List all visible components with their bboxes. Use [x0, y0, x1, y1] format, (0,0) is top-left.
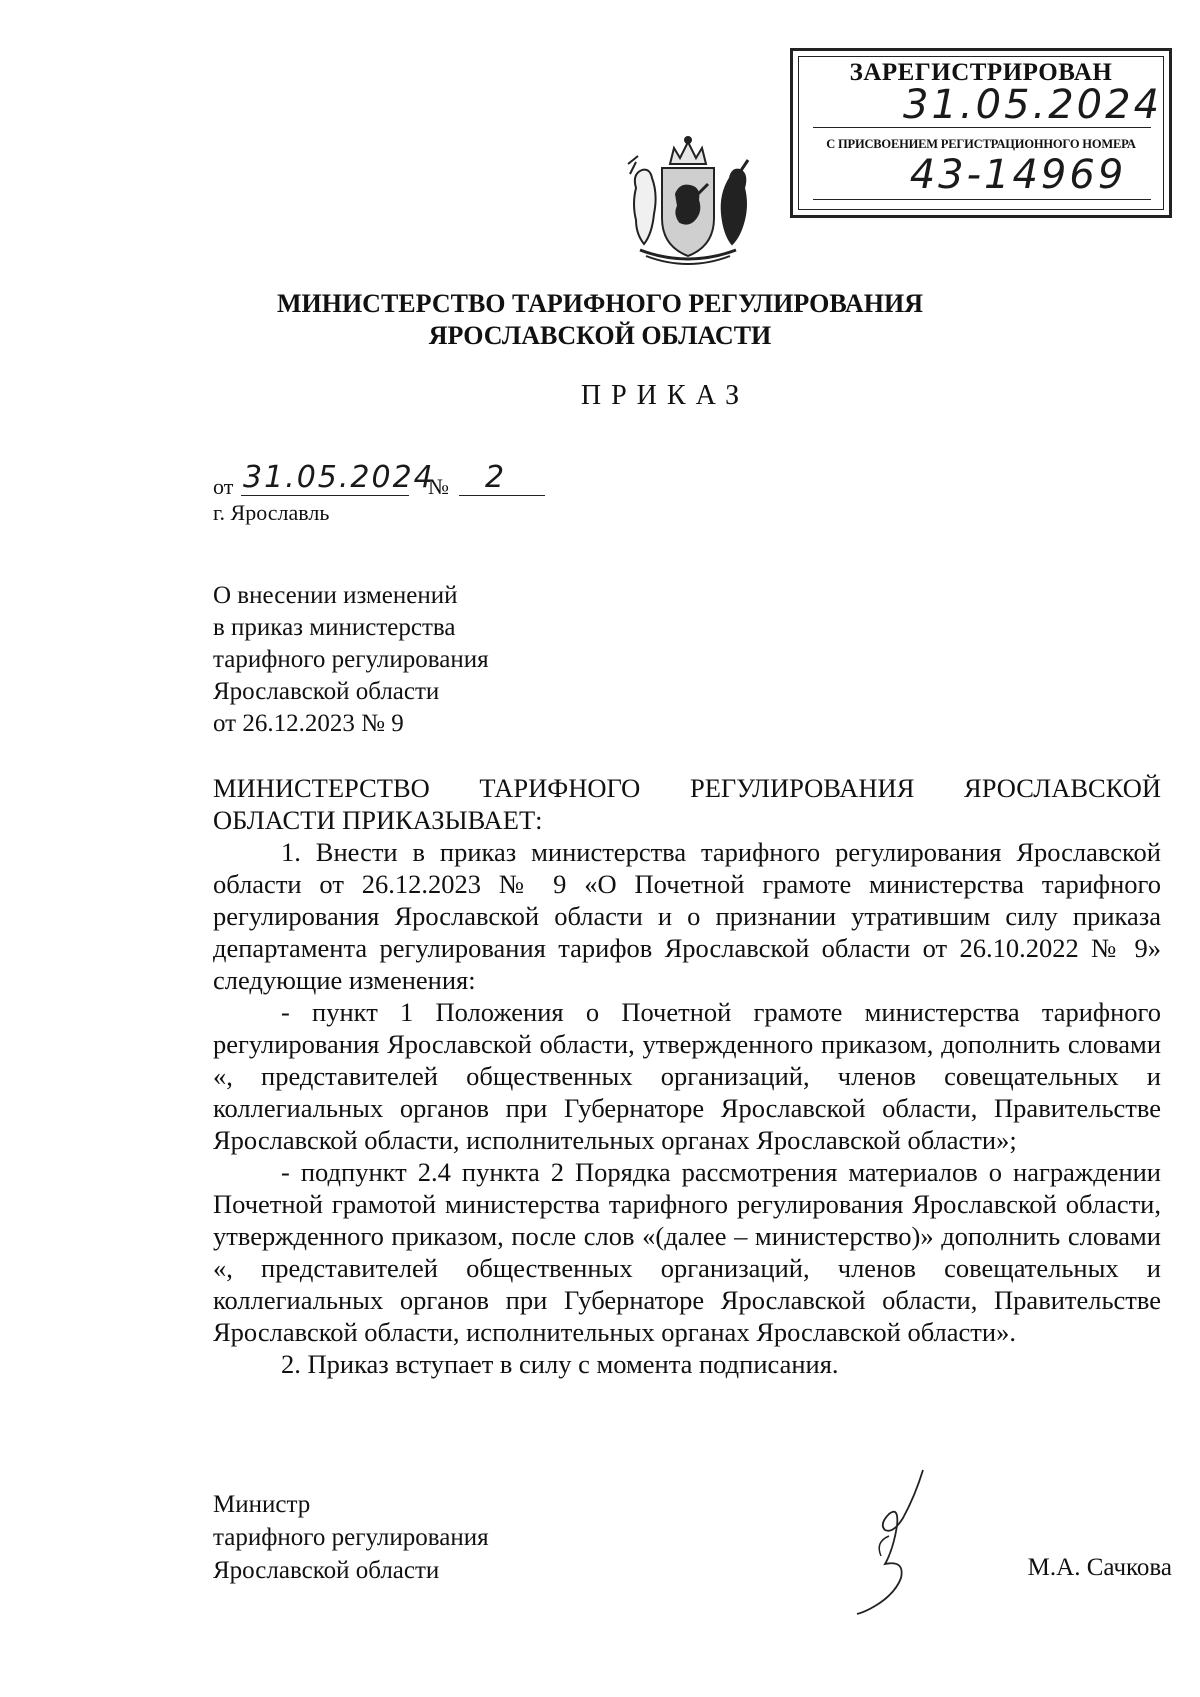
document-type: ПРИКАЗ	[580, 380, 750, 411]
item-1-subitem-b: - подпункт 2.4 пункта 2 Порядка рассмотрения материалов о награждении Почетной грамотой министерства тарифного регулирования Ярославской области, утвержденного приказом, после слов «(далее – министерство)» дополнить словами «, представителей общественных организаций, членов совещательных и коллегиальных органов при Губернаторе Ярославской области, Правительстве Ярославской области, исполнительных органах Ярославской области».	[213, 1157, 1161, 1347]
number-prefix: №	[428, 474, 449, 499]
ministry-heading	[240, 288, 960, 352]
subject-line: от 26.12.2023 № 9	[213, 710, 404, 737]
order-subject	[213, 580, 489, 740]
preamble: МИНИСТЕРСТВО ТАРИФНОГО РЕГУЛИРОВАНИЯ ЯРОСЛАВСКОЙ ОБЛАСТИ ПРИКАЗЫВАЕТ:	[213, 773, 1161, 835]
order-number: 2	[485, 460, 507, 495]
order-date-row	[213, 460, 673, 499]
order-body	[213, 772, 1161, 1380]
stamp-registration-number: 43-14969	[909, 152, 1127, 198]
ministry-line-1: МИНИСТЕРСТВО ТАРИФНОГО РЕГУЛИРОВАНИЯ	[276, 289, 924, 318]
stamp-divider	[813, 127, 1151, 128]
subject-line: тарифного регулирования	[213, 646, 489, 673]
stamp-divider	[813, 199, 1151, 200]
order-date: 31.05.2024	[243, 460, 435, 495]
subject-line: О внесении изменений	[213, 582, 458, 609]
signer-title-line: Министр	[213, 1491, 311, 1518]
item-2: 2. Приказ вступает в силу с момента подписания.	[281, 1349, 839, 1379]
registration-stamp	[790, 48, 1172, 218]
signer-title-line: тарифного регулирования	[213, 1524, 489, 1551]
item-1-subitem-a: - пункт 1 Положения о Почетной грамоте министерства тарифного регулирования Ярославской области, утвержденного приказом, дополнить словами «, представителей общественных организаций, членов совещательных и коллегиальных органов при Губернаторе Ярославской области, Правительстве Ярославской области, исполнительных органах Ярославской области»;	[213, 997, 1161, 1155]
stamp-title: ЗАРЕГИСТРИРОВАН	[849, 59, 1113, 86]
city: г. Ярославль	[213, 500, 330, 525]
handwritten-signature	[845, 1466, 935, 1616]
signer-name: М.А. Сачкова	[1027, 1554, 1172, 1581]
date-prefix: от	[213, 474, 234, 499]
coat-of-arms-icon	[622, 134, 754, 270]
stamp-caption: С ПРИСВОЕНИЕМ РЕГИСТРАЦИОННОГО НОМЕРА	[826, 137, 1136, 151]
item-1: 1. Внести в приказ министерства тарифного регулирования Ярославской области от 26.12.2023 № 9 «О Почетной грамоте министерства тарифного регулирования Ярославской области и о признании утратившим силу приказа департамента регулирования тарифов Ярославской области от 26.10.2022 № 9» следующие изменения:	[213, 837, 1161, 995]
number-underline	[459, 495, 545, 496]
ministry-line-2: ЯРОСЛАВСКОЙ ОБЛАСТИ	[428, 321, 772, 350]
subject-line: в приказ министерства	[213, 614, 456, 641]
subject-line: Ярославской области	[213, 678, 440, 705]
signer-title	[213, 1488, 489, 1587]
stamp-date: 31.05.2024	[903, 82, 1163, 128]
date-underline	[241, 495, 409, 496]
signer-title-line: Ярославской области	[213, 1557, 440, 1584]
